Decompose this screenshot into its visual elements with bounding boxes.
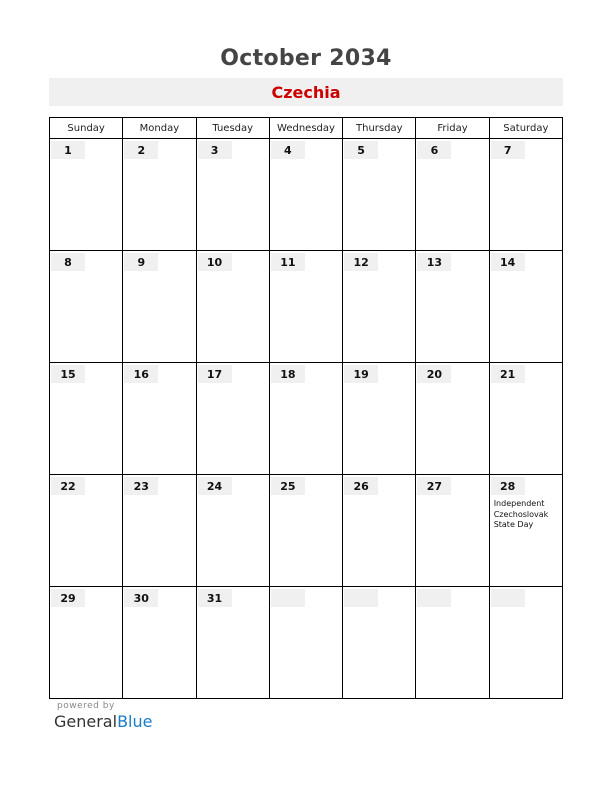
day-cell [416, 587, 489, 699]
day-number: 14 [491, 253, 525, 271]
day-number: 3 [198, 141, 232, 159]
day-number: 8 [51, 253, 85, 271]
day-number: 1 [51, 141, 85, 159]
day-number-empty [491, 589, 525, 607]
day-number: 25 [271, 477, 305, 495]
day-cell [416, 139, 489, 251]
generalblue-logo[interactable] [54, 712, 152, 731]
day-number: 15 [51, 365, 85, 383]
day-cell [489, 587, 562, 699]
day-cell [416, 251, 489, 363]
week-row [50, 139, 563, 251]
day-number: 17 [198, 365, 232, 383]
day-cell [50, 139, 123, 251]
day-number: 16 [124, 365, 158, 383]
day-number: 4 [271, 141, 305, 159]
day-number: 30 [124, 589, 158, 607]
day-number: 13 [417, 253, 451, 271]
day-cell [123, 475, 196, 587]
day-number: 11 [271, 253, 305, 271]
day-number: 24 [198, 477, 232, 495]
day-cell [123, 363, 196, 475]
weekday-saturday: Saturday [489, 118, 562, 139]
day-cell [123, 587, 196, 699]
day-number: 23 [124, 477, 158, 495]
day-cell [196, 587, 269, 699]
weekday-header-row [50, 118, 563, 139]
day-cell [343, 251, 416, 363]
day-number: 31 [198, 589, 232, 607]
day-cell [50, 587, 123, 699]
calendar-grid [49, 117, 563, 699]
week-row [50, 475, 563, 587]
day-number-empty [271, 589, 305, 607]
day-cell [489, 363, 562, 475]
weekday-tuesday: Tuesday [196, 118, 269, 139]
day-cell [269, 139, 342, 251]
day-cell [269, 363, 342, 475]
day-cell [196, 139, 269, 251]
day-number: 26 [344, 477, 378, 495]
day-cell [343, 587, 416, 699]
day-number-empty [344, 589, 378, 607]
day-cell [343, 363, 416, 475]
day-cell [343, 475, 416, 587]
day-number: 21 [491, 365, 525, 383]
country-banner [49, 78, 563, 106]
calendar-title: October 2034 [220, 46, 392, 71]
day-number: 20 [417, 365, 451, 383]
weekday-thursday: Thursday [343, 118, 416, 139]
weekday-monday: Monday [123, 118, 196, 139]
day-cell [269, 251, 342, 363]
day-number: 9 [124, 253, 158, 271]
day-number: 7 [491, 141, 525, 159]
day-cell [343, 139, 416, 251]
country-name: Czechia [271, 82, 341, 102]
day-number: 5 [344, 141, 378, 159]
day-number: 19 [344, 365, 378, 383]
day-cell [489, 139, 562, 251]
holiday-event: Independent Czechoslovak State Day [493, 499, 549, 529]
day-cell [50, 363, 123, 475]
weekday-friday: Friday [416, 118, 489, 139]
day-cell [416, 475, 489, 587]
day-number: 29 [51, 589, 85, 607]
weekday-sunday: Sunday [50, 118, 123, 139]
day-cell [196, 475, 269, 587]
day-number: 18 [271, 365, 305, 383]
week-row [50, 363, 563, 475]
day-cell [123, 251, 196, 363]
weekday-wednesday: Wednesday [269, 118, 342, 139]
day-cell [196, 251, 269, 363]
week-row [50, 587, 563, 699]
day-number: 22 [51, 477, 85, 495]
day-number: 6 [417, 141, 451, 159]
day-cell [489, 251, 562, 363]
day-number-empty [417, 589, 451, 607]
day-cell [416, 363, 489, 475]
day-cell [50, 475, 123, 587]
day-cell [489, 475, 562, 587]
day-number: 10 [198, 253, 232, 271]
day-number: 28 [491, 477, 525, 495]
brand-general: General [54, 712, 118, 731]
day-number: 27 [417, 477, 451, 495]
day-number: 2 [124, 141, 158, 159]
day-cell [50, 251, 123, 363]
day-cell [269, 587, 342, 699]
week-row [50, 251, 563, 363]
powered-by-text: powered by [57, 701, 115, 711]
day-cell [269, 475, 342, 587]
day-cell [196, 363, 269, 475]
day-number: 12 [344, 253, 378, 271]
day-cell [123, 139, 196, 251]
brand-blue: Blue [117, 712, 153, 731]
